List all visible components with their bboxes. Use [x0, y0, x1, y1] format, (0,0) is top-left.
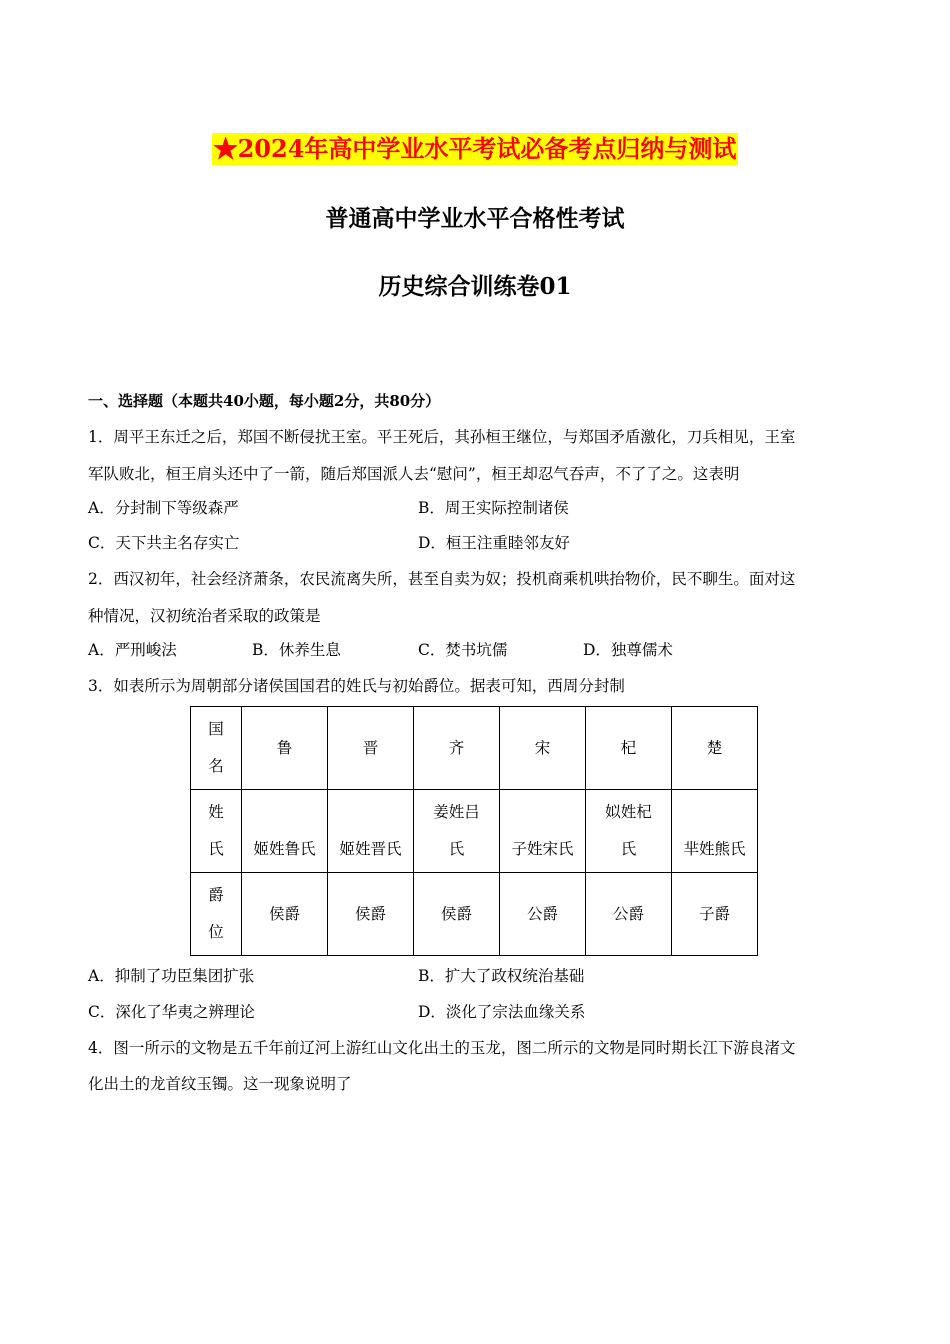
q3-stem: 3．如表所示为周朝部分诸侯国国君的姓氏与初始爵位。据表可知，西周分封制	[88, 677, 625, 695]
table-cell-surname	[672, 790, 758, 873]
q3-option-d[interactable]: D．淡化了宗法血缘关系	[418, 1003, 586, 1021]
q4-stem-line-1: 4．图一所示的文物是五千年前辽河上游红山文化出土的玉龙，图二所示的文物是同时期长江下游良渚文	[88, 1039, 796, 1057]
row-header-text: 姓	[208, 803, 224, 821]
table-cell-state: 齐	[414, 707, 500, 790]
table-row-state-names	[191, 707, 758, 790]
feudal-states-table	[190, 706, 758, 956]
banner-container	[0, 133, 950, 165]
q1-stem-line-1: 1．周平王东迁之后，郑国不断侵扰王室。平王死后，其孙桓王继位，与郑国矛盾激化，刀兵相见，王室	[88, 428, 796, 446]
q1-option-b[interactable]: B．周王实际控制诸侯	[418, 499, 569, 517]
row-header-text: 国	[208, 720, 224, 738]
table-row-ranks	[191, 873, 758, 956]
q4-stem-line-2: 化出土的龙首纹玉镯。这一现象说明了	[88, 1075, 352, 1093]
table-row-surnames	[191, 790, 758, 873]
table-cell-state: 宋	[500, 707, 586, 790]
table-cell-surname	[586, 790, 672, 873]
table-cell-rank: 公爵	[586, 873, 672, 956]
surname-text: 氏	[448, 840, 465, 858]
q3-option-c[interactable]: C．深化了华夷之辨理论	[88, 1003, 255, 1021]
q1-option-c[interactable]: C．天下共主名存实亡	[88, 534, 240, 552]
q1-stem-line-2: 军队败北，桓王肩头还中了一箭，随后郑国派人去“慰问”，桓王却忍气吞声，不了了之。这表明	[88, 465, 740, 483]
table-cell-surname	[242, 790, 328, 873]
table-cell-state: 杞	[586, 707, 672, 790]
table-cell-surname	[414, 790, 500, 873]
table-cell-rank: 侯爵	[328, 873, 414, 956]
surname-text: 芈姓熊氏	[683, 840, 746, 858]
row-header-surname	[191, 790, 242, 873]
table-cell-surname	[328, 790, 414, 873]
table-cell-surname	[500, 790, 586, 873]
q2-stem-line-1: 2．西汉初年，社会经济萧条，农民流离失所，甚至自卖为奴；投机商乘机哄抬物价，民不聊生。面对这	[88, 570, 796, 588]
section-heading: 一、选择题（本题共40小题，每小题2分，共80分）	[88, 392, 441, 410]
table-cell-rank: 子爵	[672, 873, 758, 956]
q2-option-d[interactable]: D．独尊儒术	[583, 641, 673, 659]
paper-subtitle: 历史综合训练卷01	[378, 273, 572, 300]
row-header-state	[191, 707, 242, 790]
q1-option-a[interactable]: A．分封制下等级森严	[88, 499, 239, 517]
table-cell-rank: 侯爵	[242, 873, 328, 956]
row-header-text: 爵	[208, 886, 224, 904]
surname-text: 姬姓鲁氏	[253, 840, 316, 858]
q2-stem-line-2: 种情况，汉初统治者采取的政策是	[88, 607, 321, 625]
row-header-text: 氏	[208, 840, 224, 858]
table-cell-state: 楚	[672, 707, 758, 790]
q1-option-d[interactable]: D．桓王注重睦邻友好	[418, 534, 570, 552]
surname-text: 姒姓杞	[605, 803, 652, 821]
table-cell-rank: 侯爵	[414, 873, 500, 956]
exam-series-banner: ★2024年高中学业水平考试必备考点归纳与测试	[213, 134, 737, 163]
surname-text: 氏	[620, 840, 637, 858]
row-header-text: 名	[208, 757, 224, 775]
exam-title: 普通高中学业水平合格性考试	[325, 205, 625, 232]
q3-option-b[interactable]: B．扩大了政权统治基础	[418, 967, 585, 985]
surname-text: 姜姓吕	[433, 803, 480, 821]
table-cell-state: 鲁	[242, 707, 328, 790]
row-header-rank	[191, 873, 242, 956]
table-cell-state: 晋	[328, 707, 414, 790]
row-header-text: 位	[208, 923, 224, 941]
surname-text: 姬姓晋氏	[339, 840, 402, 858]
q2-option-a[interactable]: A．严刑峻法	[88, 641, 177, 659]
q2-option-c[interactable]: C．焚书坑儒	[418, 641, 508, 659]
surname-text: 子姓宋氏	[511, 840, 574, 858]
q2-option-b[interactable]: B．休养生息	[252, 641, 341, 659]
table-cell-rank: 公爵	[500, 873, 586, 956]
q3-option-a[interactable]: A．抑制了功臣集团扩张	[88, 967, 255, 985]
